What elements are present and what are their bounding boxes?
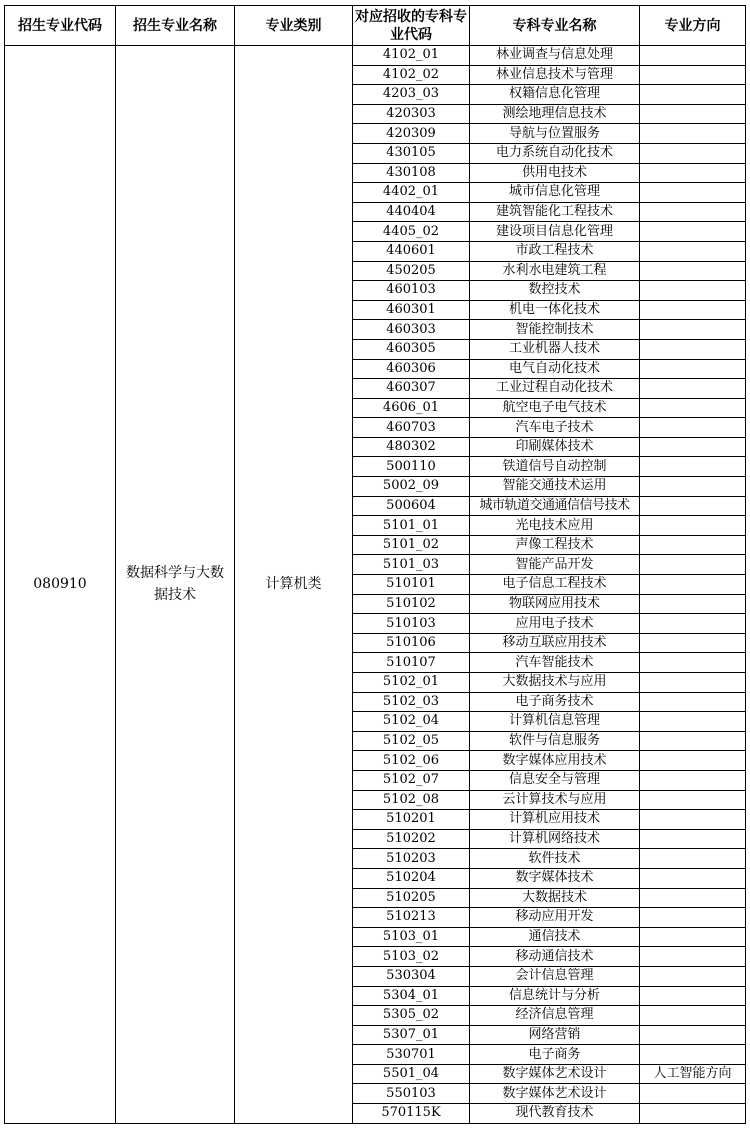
header-direction: 专业方向 bbox=[640, 6, 746, 46]
major-name-cell: 数据科学与大数据技术 bbox=[116, 46, 235, 1124]
direction-cell bbox=[640, 947, 746, 967]
college-code-cell: 480302 bbox=[353, 437, 470, 457]
college-code-cell: 4102_02 bbox=[353, 65, 470, 85]
college-code-cell: 420303 bbox=[353, 104, 470, 124]
direction-cell bbox=[640, 477, 746, 497]
college-code-cell: 5304_01 bbox=[353, 986, 470, 1006]
college-name-cell: 数控技术 bbox=[470, 281, 640, 301]
table-body bbox=[5, 46, 746, 1124]
direction-cell bbox=[640, 575, 746, 595]
college-code-cell: 530701 bbox=[353, 1045, 470, 1065]
college-name-cell: 市政工程技术 bbox=[470, 241, 640, 261]
college-code-cell: 4405_02 bbox=[353, 222, 470, 242]
direction-cell bbox=[640, 143, 746, 163]
college-name-cell: 现代教育技术 bbox=[470, 1104, 640, 1124]
college-name-cell: 汽车电子技术 bbox=[470, 418, 640, 438]
college-code-cell: 5305_02 bbox=[353, 1006, 470, 1026]
college-code-cell: 5102_08 bbox=[353, 790, 470, 810]
college-name-cell: 计算机应用技术 bbox=[470, 810, 640, 830]
direction-cell bbox=[640, 731, 746, 751]
college-code-cell: 5102_06 bbox=[353, 751, 470, 771]
college-code-cell: 5002_09 bbox=[353, 477, 470, 497]
direction-cell bbox=[640, 751, 746, 771]
direction-cell bbox=[640, 790, 746, 810]
direction-cell bbox=[640, 496, 746, 516]
college-name-cell: 移动应用开发 bbox=[470, 908, 640, 928]
college-name-cell: 林业信息技术与管理 bbox=[470, 65, 640, 85]
college-code-cell: 510201 bbox=[353, 810, 470, 830]
direction-cell bbox=[640, 85, 746, 105]
direction-cell bbox=[640, 379, 746, 399]
college-name-cell: 电子商务技术 bbox=[470, 692, 640, 712]
college-name-cell: 通信技术 bbox=[470, 927, 640, 947]
college-name-cell: 软件技术 bbox=[470, 849, 640, 869]
college-code-cell: 510103 bbox=[353, 614, 470, 634]
college-name-cell: 建筑智能化工程技术 bbox=[470, 202, 640, 222]
college-code-cell: 460306 bbox=[353, 359, 470, 379]
header-major-code: 招生专业代码 bbox=[5, 6, 116, 46]
college-name-cell: 电气自动化技术 bbox=[470, 359, 640, 379]
header-college-name: 专科专业名称 bbox=[470, 6, 640, 46]
college-name-cell: 水利水电建筑工程 bbox=[470, 261, 640, 281]
direction-cell bbox=[640, 222, 746, 242]
college-name-cell: 数字媒体技术 bbox=[470, 868, 640, 888]
college-code-cell: 510213 bbox=[353, 908, 470, 928]
college-name-cell: 网络营销 bbox=[470, 1025, 640, 1045]
college-name-cell: 数字媒体艺术设计 bbox=[470, 1084, 640, 1104]
majors-table bbox=[4, 5, 746, 1124]
college-code-cell: 510203 bbox=[353, 849, 470, 869]
direction-cell bbox=[640, 614, 746, 634]
direction-cell bbox=[640, 359, 746, 379]
college-code-cell: 510205 bbox=[353, 888, 470, 908]
direction-cell bbox=[640, 1084, 746, 1104]
college-name-cell: 云计算技术与应用 bbox=[470, 790, 640, 810]
college-name-cell: 智能交通技术运用 bbox=[470, 477, 640, 497]
college-name-cell: 航空电子电气技术 bbox=[470, 398, 640, 418]
direction-cell bbox=[640, 868, 746, 888]
direction-cell bbox=[640, 594, 746, 614]
direction-cell bbox=[640, 457, 746, 477]
college-code-cell: 510101 bbox=[353, 575, 470, 595]
header-category: 专业类别 bbox=[235, 6, 353, 46]
college-name-cell: 智能产品开发 bbox=[470, 555, 640, 575]
college-code-cell: 440404 bbox=[353, 202, 470, 222]
header-row bbox=[5, 6, 746, 46]
college-name-cell: 光电技术应用 bbox=[470, 516, 640, 536]
direction-cell bbox=[640, 555, 746, 575]
college-name-cell: 供用电技术 bbox=[470, 163, 640, 183]
direction-cell bbox=[640, 46, 746, 66]
college-name-cell: 软件与信息服务 bbox=[470, 731, 640, 751]
direction-cell bbox=[640, 261, 746, 281]
college-code-cell: 5102_01 bbox=[353, 673, 470, 693]
direction-cell bbox=[640, 104, 746, 124]
college-code-cell: 460103 bbox=[353, 281, 470, 301]
direction-cell bbox=[640, 810, 746, 830]
category-cell: 计算机类 bbox=[235, 46, 353, 1124]
direction-cell bbox=[640, 829, 746, 849]
college-code-cell: 5102_05 bbox=[353, 731, 470, 751]
direction-cell bbox=[640, 437, 746, 457]
college-name-cell: 电子商务 bbox=[470, 1045, 640, 1065]
college-name-cell: 导航与位置服务 bbox=[470, 124, 640, 144]
college-name-cell: 移动互联应用技术 bbox=[470, 633, 640, 653]
college-name-cell: 移动通信技术 bbox=[470, 947, 640, 967]
college-code-cell: 5103_02 bbox=[353, 947, 470, 967]
direction-cell bbox=[640, 163, 746, 183]
college-name-cell: 物联网应用技术 bbox=[470, 594, 640, 614]
direction-cell bbox=[640, 927, 746, 947]
college-name-cell: 权籍信息化管理 bbox=[470, 85, 640, 105]
direction-cell: 人工智能方向 bbox=[640, 1064, 746, 1084]
college-name-cell: 应用电子技术 bbox=[470, 614, 640, 634]
college-name-cell: 计算机网络技术 bbox=[470, 829, 640, 849]
major-code-cell: 080910 bbox=[5, 46, 116, 1124]
direction-cell bbox=[640, 124, 746, 144]
direction-cell bbox=[640, 770, 746, 790]
direction-cell bbox=[640, 1045, 746, 1065]
college-name-cell: 汽车智能技术 bbox=[470, 653, 640, 673]
college-code-cell: 5103_01 bbox=[353, 927, 470, 947]
college-code-cell: 460305 bbox=[353, 339, 470, 359]
college-code-cell: 460307 bbox=[353, 379, 470, 399]
college-name-cell: 大数据技术与应用 bbox=[470, 673, 640, 693]
college-code-cell: 550103 bbox=[353, 1084, 470, 1104]
direction-cell bbox=[640, 908, 746, 928]
direction-cell bbox=[640, 398, 746, 418]
college-name-cell: 智能控制技术 bbox=[470, 320, 640, 340]
college-name-cell: 城市轨道交通通信信号技术 bbox=[470, 496, 640, 516]
direction-cell bbox=[640, 202, 746, 222]
direction-cell bbox=[640, 183, 746, 203]
college-code-cell: 5102_03 bbox=[353, 692, 470, 712]
direction-cell bbox=[640, 888, 746, 908]
direction-cell bbox=[640, 65, 746, 85]
college-code-cell: 5101_02 bbox=[353, 535, 470, 555]
college-name-cell: 建设项目信息化管理 bbox=[470, 222, 640, 242]
direction-cell bbox=[640, 986, 746, 1006]
college-code-cell: 500110 bbox=[353, 457, 470, 477]
direction-cell bbox=[640, 1006, 746, 1026]
college-code-cell: 430105 bbox=[353, 143, 470, 163]
college-name-cell: 印刷媒体技术 bbox=[470, 437, 640, 457]
college-code-cell: 4102_01 bbox=[353, 46, 470, 66]
college-name-cell: 大数据技术 bbox=[470, 888, 640, 908]
college-name-cell: 机电一体化技术 bbox=[470, 300, 640, 320]
college-code-cell: 510106 bbox=[353, 633, 470, 653]
college-name-cell: 数字媒体艺术设计 bbox=[470, 1064, 640, 1084]
college-code-cell: 5501_04 bbox=[353, 1064, 470, 1084]
college-code-cell: 5307_01 bbox=[353, 1025, 470, 1045]
direction-cell bbox=[640, 281, 746, 301]
direction-cell bbox=[640, 712, 746, 732]
college-code-cell: 430108 bbox=[353, 163, 470, 183]
direction-cell bbox=[640, 673, 746, 693]
direction-cell bbox=[640, 1104, 746, 1124]
direction-cell bbox=[640, 966, 746, 986]
college-code-cell: 5102_04 bbox=[353, 712, 470, 732]
direction-cell bbox=[640, 241, 746, 261]
college-code-cell: 5102_07 bbox=[353, 770, 470, 790]
college-name-cell: 信息统计与分析 bbox=[470, 986, 640, 1006]
direction-cell bbox=[640, 320, 746, 340]
college-code-cell: 4606_01 bbox=[353, 398, 470, 418]
header-college-code: 对应招收的专科专业代码 bbox=[353, 6, 470, 46]
college-name-cell: 铁道信号自动控制 bbox=[470, 457, 640, 477]
direction-cell bbox=[640, 300, 746, 320]
college-code-cell: 4402_01 bbox=[353, 183, 470, 203]
direction-cell bbox=[640, 418, 746, 438]
direction-cell bbox=[640, 653, 746, 673]
direction-cell bbox=[640, 849, 746, 869]
direction-cell bbox=[640, 633, 746, 653]
college-name-cell: 数字媒体应用技术 bbox=[470, 751, 640, 771]
college-name-cell: 城市信息化管理 bbox=[470, 183, 640, 203]
college-name-cell: 林业调查与信息处理 bbox=[470, 46, 640, 66]
college-code-cell: 530304 bbox=[353, 966, 470, 986]
college-code-cell: 5101_01 bbox=[353, 516, 470, 536]
college-code-cell: 510202 bbox=[353, 829, 470, 849]
college-code-cell: 460303 bbox=[353, 320, 470, 340]
direction-cell bbox=[640, 516, 746, 536]
college-code-cell: 570115K bbox=[353, 1104, 470, 1124]
college-name-cell: 测绘地理信息技术 bbox=[470, 104, 640, 124]
college-code-cell: 500604 bbox=[353, 496, 470, 516]
college-code-cell: 450205 bbox=[353, 261, 470, 281]
header-major-name: 招生专业名称 bbox=[116, 6, 235, 46]
direction-cell bbox=[640, 535, 746, 555]
college-name-cell: 计算机信息管理 bbox=[470, 712, 640, 732]
table-row bbox=[5, 46, 746, 66]
college-code-cell: 460301 bbox=[353, 300, 470, 320]
college-code-cell: 510107 bbox=[353, 653, 470, 673]
college-code-cell: 440601 bbox=[353, 241, 470, 261]
college-name-cell: 声像工程技术 bbox=[470, 535, 640, 555]
college-name-cell: 信息安全与管理 bbox=[470, 770, 640, 790]
college-name-cell: 电子信息工程技术 bbox=[470, 575, 640, 595]
college-name-cell: 会计信息管理 bbox=[470, 966, 640, 986]
college-name-cell: 工业过程自动化技术 bbox=[470, 379, 640, 399]
college-name-cell: 经济信息管理 bbox=[470, 1006, 640, 1026]
college-name-cell: 电力系统自动化技术 bbox=[470, 143, 640, 163]
college-code-cell: 460703 bbox=[353, 418, 470, 438]
direction-cell bbox=[640, 1025, 746, 1045]
direction-cell bbox=[640, 692, 746, 712]
college-code-cell: 5101_03 bbox=[353, 555, 470, 575]
college-code-cell: 420309 bbox=[353, 124, 470, 144]
direction-cell bbox=[640, 339, 746, 359]
college-name-cell: 工业机器人技术 bbox=[470, 339, 640, 359]
college-code-cell: 510102 bbox=[353, 594, 470, 614]
college-code-cell: 510204 bbox=[353, 868, 470, 888]
college-code-cell: 4203_03 bbox=[353, 85, 470, 105]
